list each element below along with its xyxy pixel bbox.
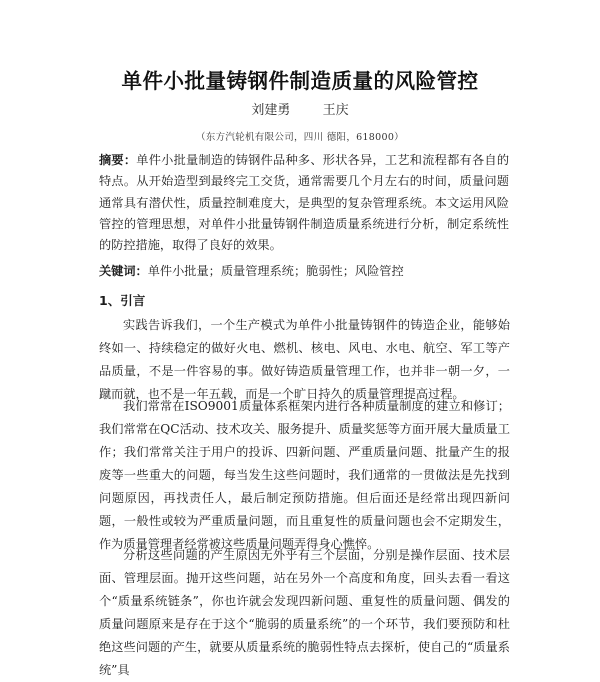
author-name: 刘建勇 (251, 103, 291, 118)
keywords (99, 261, 519, 282)
author-list (0, 99, 600, 118)
section-heading: 1、引言 (99, 293, 146, 308)
paragraph: 分析这些问题的产生原因无外乎有三个层面，分别是操作层面、技术层面、管理层面。抛开这些问题，站在另外一个高度和角度，回头去看一看这个“质量系统链条”，你也许就会发现四新问题、重复性的质量问题、偶发的质量问题原来是存在于这个“脆弱的质量系统”的一个环节，我们要预防和杜绝这些问题的产生，就要从质量系统的脆弱性特点去探析，使自己的“质量系统”具 (99, 548, 510, 677)
paragraph: 我们常常在ISO9001质量体系框架内进行各种质量制度的建立和修订；我们常常在QC活动、技术攻关、服务提升、质量奖惩等方面开展大量质量工作；我们常常关注于用户的投诉、四新问题、严重质量问题、批量产生的报废等一些重大的问题，每当发生这些问题时，我们通常的一贯做法是先找到问题原因，再找责任人，最后制定预防措施。但后面还是经常出现四新问题，一般性或较为严重质量问题，而且重复性的质量问题也会不定期发生，作为质量管理者经常被这些质量问题弄得身心憔悴。 (99, 399, 510, 551)
abstract-label: 摘要： (99, 153, 137, 167)
author-name: 王庆 (322, 103, 349, 118)
paragraph: 实践告诉我们，一个生产模式为单件小批量铸钢件的铸造企业，能够始终如一、持续稳定的做好火电、燃机、核电、风电、水电、航空、军工等产品质量，不是一件容易的事。做好铸造质量管理工作，也并非一朝一夕，一蹴而就，也不是一年五载，而是一个旷日持久的质量管理提高过程。 (99, 318, 510, 401)
paper-title: 单件小批量铸钢件制造质量的风险管控 (121, 69, 479, 93)
affiliation: （东方汽轮机有限公司，四川 德阳，618000） (196, 132, 404, 143)
abstract-text: 单件小批量制造的铸钢件品种多、形状各异，工艺和流程都有各自的特点。从开始造型到最终完工交货，通常需要几个月左右的时间，质量问题通常具有潜伏性，质量控制难度大，是典型的复杂管理系统。本文运用风险管控的管理思想，对单件小批量铸钢件制造质量系统进行分析，制定系统性的防控措施，取得了良好的效果。 (99, 153, 510, 253)
keywords-label: 关键词： (99, 264, 148, 278)
keywords-text: 单件小批量；质量管理系统；脆弱性；风险管控 (147, 264, 404, 278)
abstract (99, 150, 509, 256)
